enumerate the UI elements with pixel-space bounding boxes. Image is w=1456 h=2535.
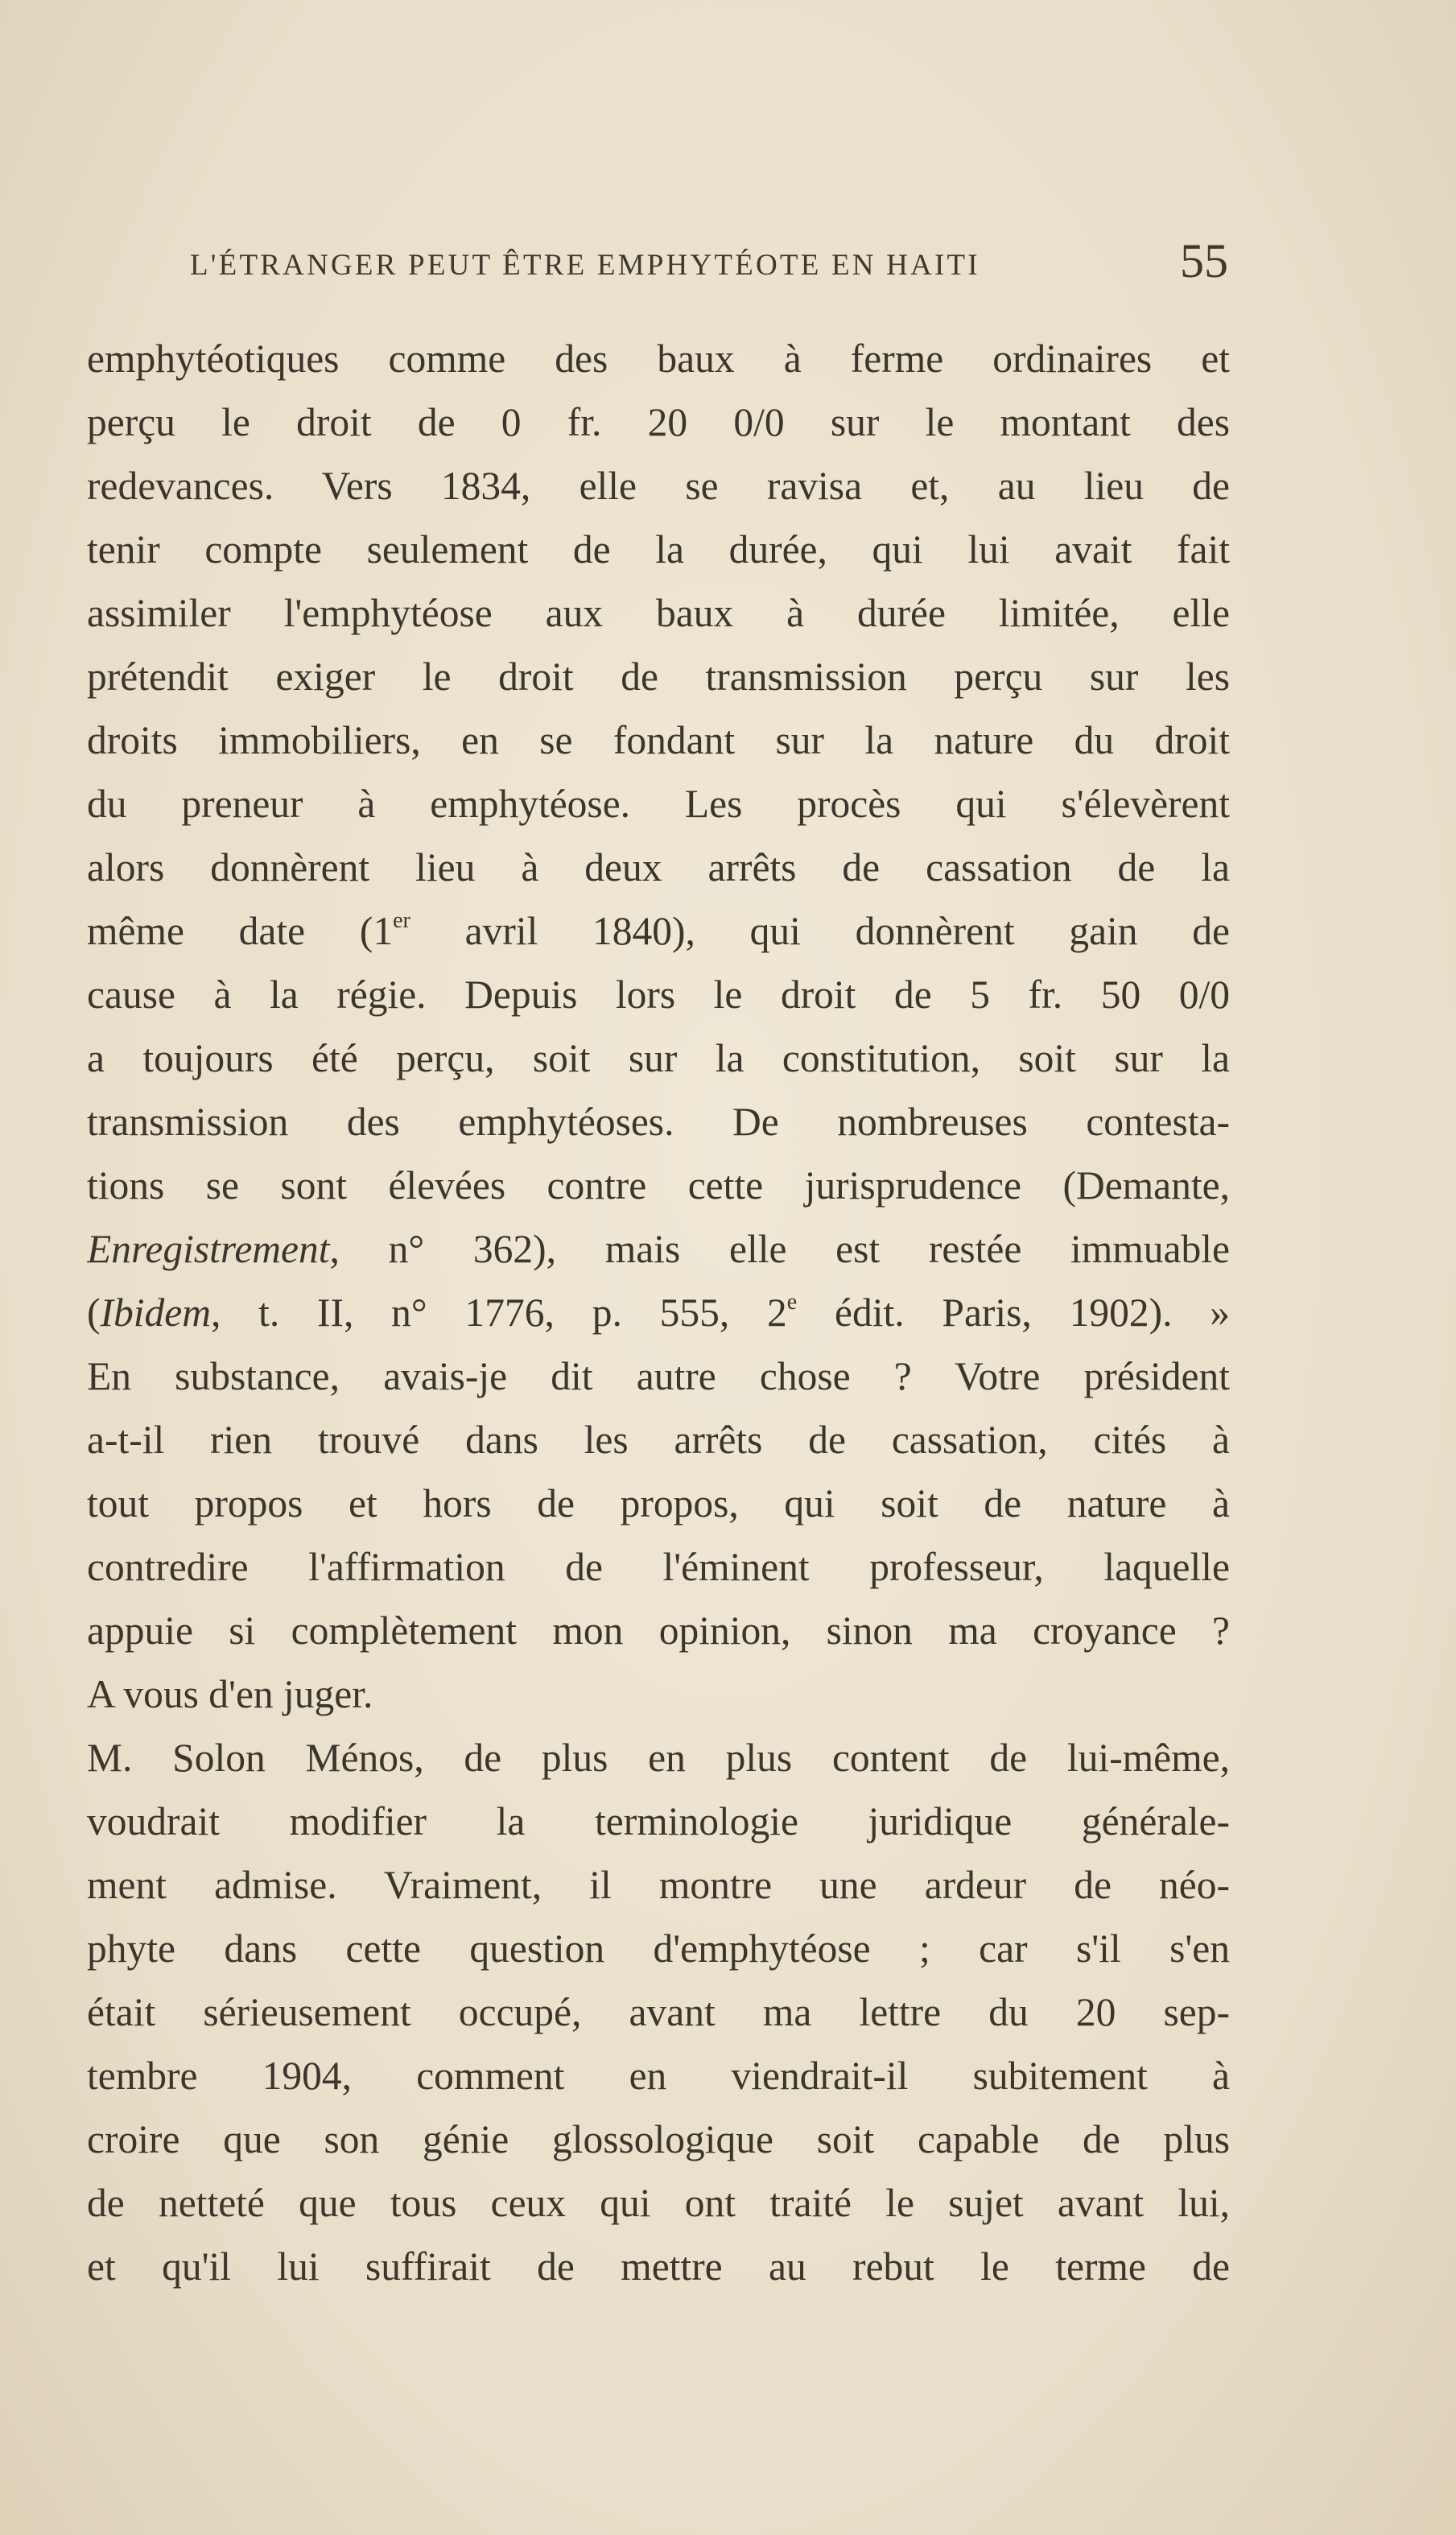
superscript: er (393, 907, 410, 933)
text-line: (Ibidem, t. II, n° 1776, p. 555, 2e édit. Paris, 1902). » (87, 1289, 1230, 1335)
text-line: alors donnèrent lieu à deux arrêts de cassation de la (87, 845, 1230, 890)
text-line: voudrait modifier la terminologie juridique générale- (87, 1799, 1230, 1843)
text-line: A vous d'en juger. (87, 1672, 373, 1716)
text-line: droits immobiliers, en se fondant sur la nature du droit (87, 718, 1230, 762)
text-line: tembre 1904, comment en viendrait-il subitement à (87, 2054, 1230, 2098)
text-line: phyte dans cette question d'emphytéose ; car s'il s'en (87, 1926, 1230, 1971)
body-text (87, 327, 1230, 2298)
text-line: ment admise. Vraiment, il montre une ardeur de néo- (87, 1863, 1230, 1907)
text-line: a-t-il rien trouvé dans les arrêts de cassation, cités à (87, 1418, 1230, 1462)
text-line: transmission des emphytéoses. De nombreuses contesta- (87, 1100, 1230, 1144)
text-line: assimiler l'emphytéose aux baux à durée limitée, elle (87, 591, 1230, 635)
text-line: Enregistrement, n° 362), mais elle est restée immuable (87, 1227, 1230, 1271)
text-line: a toujours été perçu, soit sur la constitution, soit sur la (87, 1036, 1230, 1080)
text-line: contredire l'affirmation de l'éminent professeur, laquelle (87, 1545, 1230, 1589)
text-line: En substance, avais-je dit autre chose ? Votre président (87, 1354, 1230, 1398)
text-line: même date (1er avril 1840), qui donnèrent gain de (87, 907, 1230, 953)
text-line: redevances. Vers 1834, elle se ravisa et, au lieu de (87, 464, 1230, 508)
italic-citation: Enregistrement (87, 1227, 330, 1271)
italic-citation: Ibidem (100, 1290, 211, 1335)
text-line: cause à la régie. Depuis lors le droit de 5 fr. 50 0/0 (87, 972, 1230, 1017)
text-line: tout propos et hors de propos, qui soit de nature à (87, 1481, 1230, 1526)
text-line: était sérieusement occupé, avant ma lettre du 20 sep- (87, 1990, 1230, 2034)
text-line: croire que son génie glossologique soit capable de plus (87, 2117, 1230, 2161)
running-header (190, 233, 1228, 298)
page-number: 55 (1180, 234, 1228, 287)
text-line: de netteté que tous ceux qui ont traité le sujet avant lui, (87, 2181, 1230, 2225)
text-line: M. Solon Ménos, de plus en plus content de lui-même, (87, 1736, 1230, 1780)
text-line: emphytéotiques comme des baux à ferme ordinaires et (87, 336, 1230, 381)
text-line: et qu'il lui suffirait de mettre au rebut le terme de (87, 2244, 1230, 2289)
text-line: tions se sont élevées contre cette jurisprudence (Demante, (87, 1163, 1230, 1208)
superscript: e (786, 1289, 798, 1315)
text-line: prétendit exiger le droit de transmission perçu sur les (87, 654, 1230, 699)
text-line: perçu le droit de 0 fr. 20 0/0 sur le montant des (87, 400, 1230, 444)
text-line: du preneur à emphytéose. Les procès qui s'élevèrent (87, 782, 1230, 826)
text-line: appuie si complètement mon opinion, sinon ma croyance ? (87, 1608, 1230, 1653)
running-title: L'ÉTRANGER PEUT ÊTRE EMPHYTÉOTE EN HAITI (190, 249, 980, 282)
text-line: tenir compte seulement de la durée, qui lui avait fait (87, 527, 1230, 572)
